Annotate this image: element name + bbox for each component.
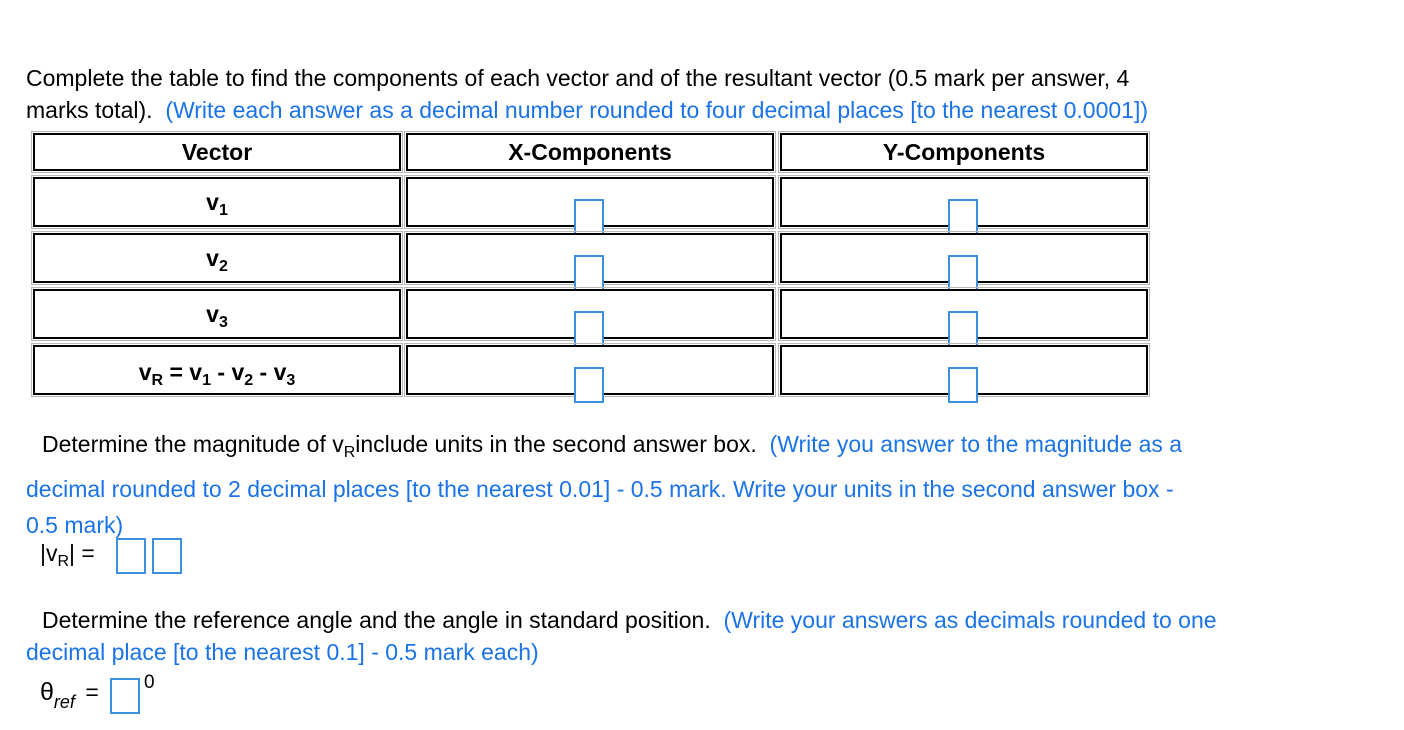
table-row-v2-vector-cell	[33, 233, 401, 283]
magnitude-question: Determine the magnitude of $v_Rinclude$ units in the second answer box.	[42, 431, 757, 461]
table-row-resultant-vector-cell	[33, 345, 401, 395]
table-row-v3-vector-cell	[33, 289, 401, 339]
magnitude-instruction-1: (Write you answer to the magnitude as a	[769, 431, 1183, 457]
angle-question: Determine the reference angle and the angle in standard position.	[42, 607, 711, 633]
magnitude-value-input[interactable]	[116, 538, 146, 574]
table-header-vector: Vector	[33, 133, 401, 171]
v3-y-component-input[interactable]	[948, 311, 978, 347]
reference-angle-input[interactable]	[110, 678, 140, 714]
intro-paragraph	[26, 62, 1148, 126]
table-row-v3-x-cell	[406, 289, 774, 339]
vector-label-v1: $v_1$	[206, 189, 228, 219]
intro-instruction: (Write each answer as a decimal number rounded to four decimal places [to the nearest 0.0001])	[165, 97, 1149, 123]
table-row-resultant-x-cell	[406, 345, 774, 395]
angle-paragraph	[26, 604, 1217, 668]
table-row-v1-vector-cell	[33, 177, 401, 227]
v3-x-component-input[interactable]	[574, 311, 604, 347]
vector-label-v2: $v_2$	[206, 245, 228, 275]
v2-x-component-input[interactable]	[574, 255, 604, 291]
theta-ref-label: $\theta_{ref}$ =	[40, 678, 99, 712]
table-row-v2-y-cell	[780, 233, 1148, 283]
magnitude-paragraph	[26, 428, 1182, 541]
intro-line-1: Complete the table to find the components of each vector and of the resultant vector (0.5 mark per answer, 4	[26, 65, 1130, 91]
table-header-x-components: X-Components	[406, 133, 774, 171]
table-row-v3-y-cell	[780, 289, 1148, 339]
degree-symbol: 0	[144, 672, 155, 693]
vector-label-resultant: $v_R = v_1 - v_2 - v_3$	[138, 359, 296, 389]
magnitude-instruction-2: decimal rounded to 2 decimal places [to the nearest 0.01] - 0.5 mark. Write your units in the second answer box -	[26, 476, 1174, 502]
table-row-v2-x-cell	[406, 233, 774, 283]
magnitude-label: $|v_R|$ =	[40, 540, 95, 570]
table-row-resultant-y-cell	[780, 345, 1148, 395]
v1-y-component-input[interactable]	[948, 199, 978, 235]
magnitude-instruction-3: 0.5 mark)	[26, 512, 124, 538]
intro-line-2-text: marks total).	[26, 97, 153, 123]
resultant-x-component-input[interactable]	[574, 367, 604, 403]
table-row-v1-y-cell	[780, 177, 1148, 227]
v1-x-component-input[interactable]	[574, 199, 604, 235]
vector-label-v3: $v_3$	[206, 301, 228, 331]
resultant-y-component-input[interactable]	[948, 367, 978, 403]
angle-instruction-1: (Write your answers as decimals rounded to one	[723, 607, 1217, 633]
table-row-v1-x-cell	[406, 177, 774, 227]
table-header-y-components: Y-Components	[780, 133, 1148, 171]
angle-instruction-2: decimal place [to the nearest 0.1] - 0.5 mark each)	[26, 639, 539, 665]
v2-y-component-input[interactable]	[948, 255, 978, 291]
magnitude-units-input[interactable]	[152, 538, 182, 574]
